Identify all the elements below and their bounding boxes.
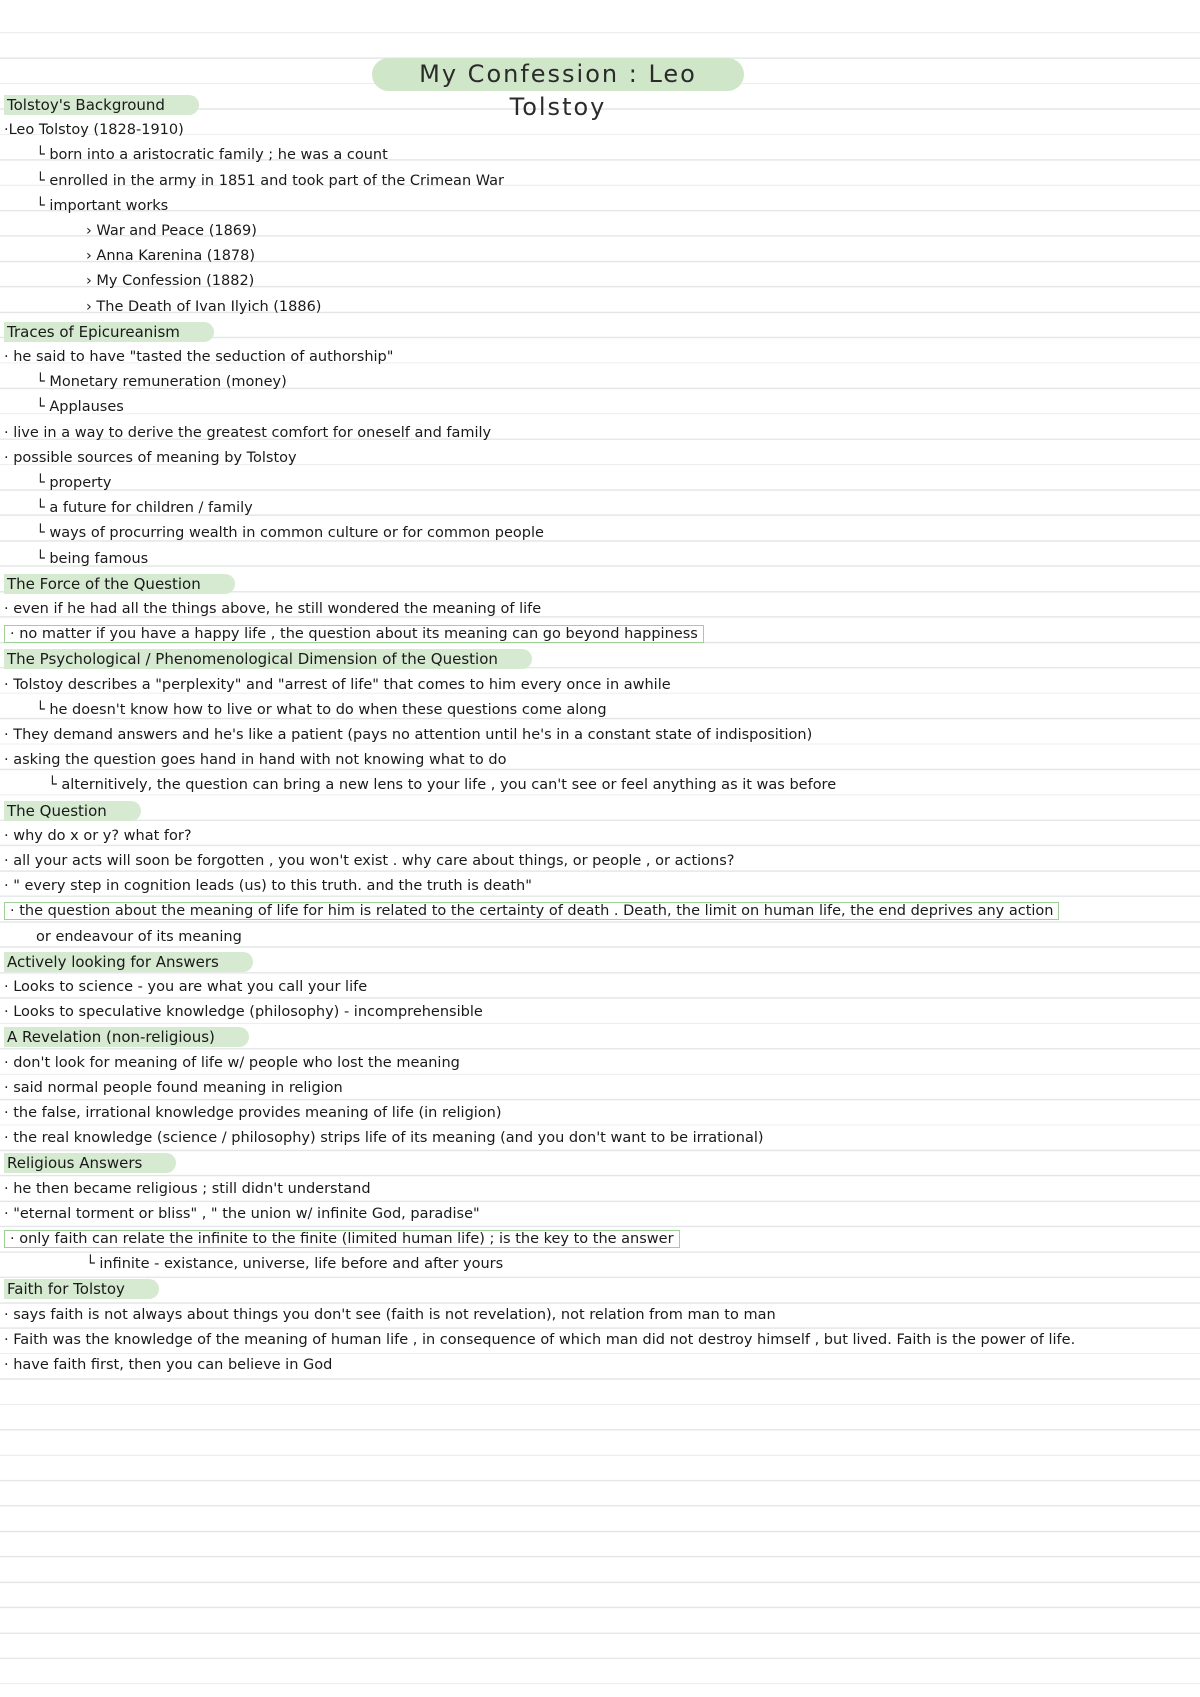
note-line-text: · he said to have "tasted the seduction of authorship" [4,349,394,365]
note-line [4,1000,483,1025]
note-line [86,244,255,269]
note-line-text: └ Applauses [36,399,124,416]
note-line-text: ·Leo Tolstoy (1828-1910) [4,122,184,139]
note-line [36,143,388,168]
note-line-text: · asking the question goes hand in hand with not knowing what to do [4,752,507,769]
note-line-text: · Looks to speculative knowledge (philosophy) - incomprehensible [4,1004,483,1021]
note-line [4,1328,1075,1353]
note-line [4,1051,460,1076]
note-line-text: · have faith first, then you can believe in God [4,1357,333,1373]
note-line [4,1076,343,1101]
note-line [4,597,541,622]
section-heading-text: Faith for Tolstoy [4,1279,159,1299]
note-line [4,1353,332,1378]
note-line-text: └ infinite - existance, universe, life before and after yours [86,1256,504,1273]
note-line-text: └ enrolled in the army in 1851 and took part of the Crimean War [36,172,504,189]
note-line [36,547,148,572]
note-line [36,169,504,194]
note-line [36,521,544,546]
note-line [4,1202,480,1227]
section-heading [4,799,141,824]
note-line-text: └ alternitively, the question can bring a new lens to your life , you can't see or feel anything as it was before [48,777,837,794]
note-line-text: · They demand answers and he's like a patient (pays no attention until he's in a constant state of indisposition) [4,727,813,743]
note-line [36,471,111,496]
note-line [4,446,297,471]
note-line-text: · said normal people found meaning in religion [4,1079,343,1096]
section-heading-text: Traces of Epicureanism [4,322,214,342]
note-line [4,899,1059,924]
note-line [48,773,836,798]
note-line-text: · the real knowledge (science / philosophy) strips life of its meaning (and you don't want to be irrational) [4,1130,764,1147]
note-line-text: · all your acts will soon be forgotten , you won't exist . why care about things, or people , or actions? [4,853,735,869]
page-title: My Confession : Leo Tolstoy [372,58,744,91]
note-line-text: · why do x or y? what for? [4,827,192,844]
note-line-text: › The Death of Ivan Ilyich (1886) [86,298,322,315]
note-line [4,1303,776,1328]
note-line-text: · even if he had all the things above, he still wondered the meaning of life [4,601,542,617]
note-line-text: · no matter if you have a happy life , the question about its meaning can go beyond happiness [4,625,704,643]
note-line-text: · the question about the meaning of life for him is related to the certainty of death . Death, the limit on human life, the end deprives any action [4,902,1059,920]
note-line [4,874,532,899]
section-heading [4,1277,159,1302]
section-heading [4,647,532,672]
note-line-text: › War and Peace (1869) [86,223,257,239]
section-heading-text: The Psychological / Phenomenological Dimension of the Question [4,649,532,669]
section-heading-text: Actively looking for Answers [4,952,253,972]
note-line-text: · " every step in cognition leads (us) to this truth. and the truth is death" [4,878,532,895]
section-heading-text: The Force of the Question [4,574,235,594]
section-heading [4,1025,249,1050]
section-heading-text: Religious Answers [4,1153,176,1173]
note-line [4,824,192,849]
note-line-text: · says faith is not always about things you don't see (faith is not revelation), not relation from man to man [4,1306,776,1323]
note-line [36,698,607,723]
note-line-text: · "eternal torment or bliss" , " the union w/ infinite God, paradise" [4,1205,480,1222]
note-line-text: · Faith was the knowledge of the meaning of human life , in consequence of which man did not destroy himself , but lived. Faith is the power of life. [4,1331,1076,1348]
note-line [4,723,812,748]
section-heading [4,1151,176,1176]
note-line [4,975,367,1000]
note-line-text: └ Monetary remuneration (money) [36,374,287,391]
note-line-text: └ property [36,475,112,491]
note-line-text: └ important works [36,197,169,214]
note-line-text: · don't look for meaning of life w/ people who lost the meaning [4,1054,460,1071]
section-heading [4,950,253,975]
note-line [4,1101,502,1126]
note-line [36,370,287,395]
note-line-text: › Anna Karenina (1878) [86,248,256,265]
note-line [4,118,184,143]
note-line-text: └ he doesn't know how to live or what to do when these questions come along [36,701,607,718]
note-line-text: · he then became religious ; still didn't understand [4,1180,371,1197]
note-line-text: or endeavour of its meaning [36,928,242,945]
note-line-text: · Looks to science - you are what you call your life [4,979,368,995]
note-line [4,622,704,647]
note-line-text: └ being famous [36,550,149,567]
note-line [4,345,393,370]
note-line [36,925,242,950]
note-line [86,219,257,244]
note-line-text: └ a future for children / family [36,500,253,517]
note-line [36,395,124,420]
note-line [4,673,671,698]
note-line-text: └ born into a aristocratic family ; he was a count [36,147,388,164]
note-line [4,1126,764,1151]
note-line-text: › My Confession (1882) [86,273,255,290]
note-line [4,421,491,446]
note-line [4,1227,680,1252]
section-heading [4,572,235,597]
section-heading-text: The Question [4,801,141,821]
note-line [36,496,253,521]
note-line-text: └ ways of procurring wealth in common culture or for common people [36,525,544,542]
section-heading-text: Tolstoy's Background [4,95,199,115]
note-line [86,295,321,320]
section-heading [4,320,214,345]
note-line-text: · live in a way to derive the greatest comfort for oneself and family [4,424,492,441]
note-line [86,269,254,294]
note-line-text: · only faith can relate the infinite to the finite (limited human life) ; is the key to the answer [4,1230,680,1248]
note-line [4,748,506,773]
note-line [4,849,734,874]
note-line [36,194,168,219]
note-line [4,1177,371,1202]
note-line-text: · Tolstoy describes a "perplexity" and "arrest of life" that comes to him every once in awhile [4,676,671,693]
section-heading [4,93,199,118]
note-line [86,1252,503,1277]
note-line-text: · possible sources of meaning by Tolstoy [4,449,297,466]
note-line-text: · the false, irrational knowledge provides meaning of life (in religion) [4,1105,502,1121]
section-heading-text: A Revelation (non-religious) [4,1027,249,1047]
